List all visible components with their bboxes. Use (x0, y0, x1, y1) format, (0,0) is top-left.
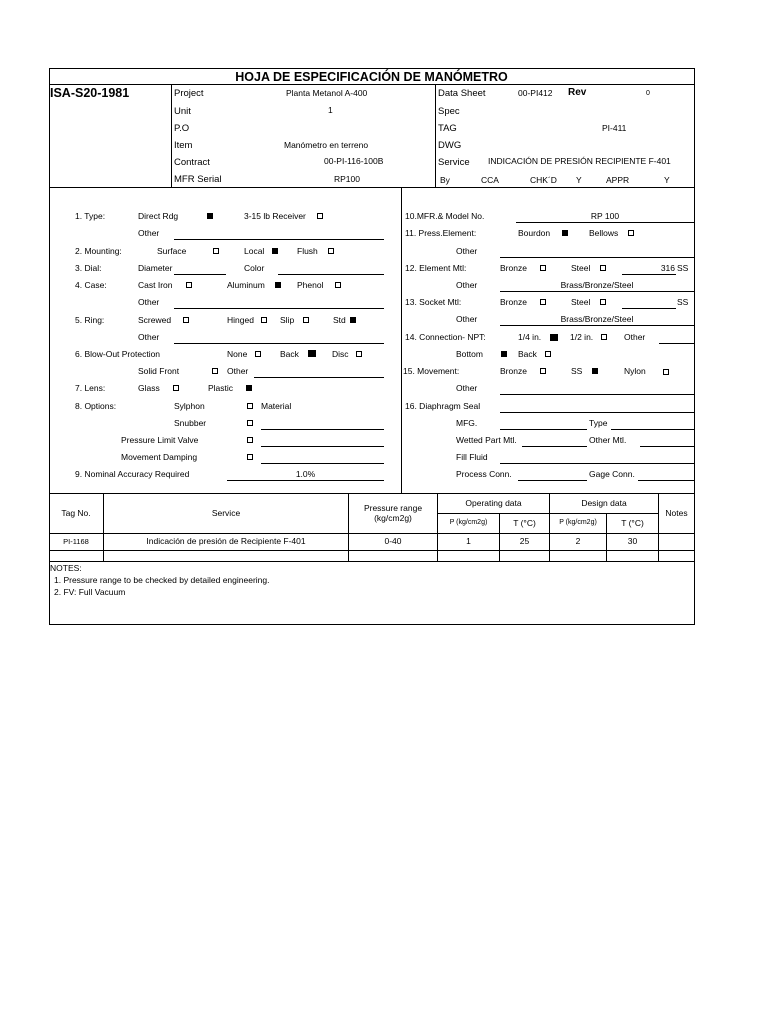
by-value: CCA (481, 175, 499, 185)
socket-steel-label: Steel (571, 297, 591, 307)
glass-checkbox[interactable] (173, 385, 179, 391)
movement-ss-label: SS (571, 366, 583, 376)
accuracy-field[interactable] (227, 480, 384, 481)
blowout-label: 6. Blow-Out Protection (75, 349, 161, 359)
phenol-checkbox[interactable] (335, 282, 341, 288)
local-checkbox[interactable] (272, 248, 278, 254)
bourdon-label: Bourdon (518, 228, 551, 238)
chkd-label: CHK´D (530, 175, 557, 185)
conn-back-checkbox[interactable] (545, 351, 551, 357)
type-other-label: Other (138, 228, 160, 238)
color-field[interactable] (278, 274, 384, 275)
conn-back-label: Back (518, 349, 537, 359)
unit-value: 1 (328, 105, 333, 115)
plastic-label: Plastic (208, 383, 234, 393)
rev-value: 0 (646, 90, 650, 97)
plv-label: Pressure Limit Valve (121, 435, 199, 445)
bottom-checkbox[interactable] (501, 351, 507, 357)
movement-bronze-checkbox[interactable] (540, 368, 546, 374)
diameter-field[interactable] (174, 274, 226, 275)
bellows-label: Bellows (589, 228, 619, 238)
disc-label: Disc (332, 349, 349, 359)
element-other-value: Brass/Bronze/Steel (560, 280, 634, 290)
rev-label: Rev (568, 87, 587, 98)
diameter-label: Diameter (138, 263, 173, 273)
dial-label: 3. Dial: (75, 263, 102, 273)
service-label: Service (438, 157, 470, 168)
by-label: By (440, 175, 450, 185)
process-conn-label: Process Conn. (456, 469, 512, 479)
screwed-label: Screwed (138, 315, 172, 325)
nylon-label: Nylon (624, 366, 646, 376)
notes-label: NOTES: (50, 563, 82, 573)
mounting-label: 2. Mounting: (75, 246, 122, 256)
slip-checkbox[interactable] (303, 317, 309, 323)
element-ss-label: SS (677, 263, 689, 273)
back-label: Back (280, 349, 299, 359)
row-ds-t: 30 (627, 536, 638, 547)
op-t-header: T (°C) (513, 517, 536, 528)
element-steel-checkbox[interactable] (600, 265, 606, 271)
back-checkbox[interactable] (308, 350, 316, 357)
accuracy-label: 9. Nominal Accuracy Required (75, 469, 190, 479)
tag-no-header: Tag No. (61, 507, 91, 518)
plastic-checkbox[interactable] (246, 385, 252, 391)
op-p-header: P (kg/cm2g) (449, 519, 488, 527)
ring-label: 5. Ring: (75, 315, 105, 325)
options-label: 8. Options: (75, 401, 117, 411)
surface-checkbox[interactable] (213, 248, 219, 254)
movement-label: 15. Movement: (403, 366, 460, 376)
diaphragm-type-label: Type (589, 418, 608, 428)
chkd-value: Y (576, 175, 582, 185)
quarter-inch-label: 1/4 in. (518, 332, 542, 342)
aluminum-checkbox[interactable] (275, 282, 281, 288)
socket-other-label: Other (456, 314, 478, 324)
fill-fluid-field[interactable] (500, 463, 694, 464)
element-steel-field[interactable] (622, 274, 676, 275)
sylphon-checkbox[interactable] (247, 403, 253, 409)
wetted-label: Wetted Part Mtl. (456, 435, 517, 445)
element-mtl-label: 12. Element Mtl: (405, 263, 467, 273)
element-bronze-label: Bronze (500, 263, 527, 273)
flush-label: Flush (297, 246, 318, 256)
bottom-label: Bottom (456, 349, 483, 359)
quarter-inch-checkbox[interactable] (550, 334, 558, 341)
data-sheet-value: 00-PI412 (518, 88, 553, 98)
flush-checkbox[interactable] (328, 248, 334, 254)
gage-conn-label: Gage Conn. (589, 469, 635, 479)
snubber-label: Snubber (174, 418, 207, 428)
press-other-field[interactable] (500, 257, 694, 258)
data-sheet-label: Data Sheet (438, 88, 486, 99)
nylon-checkbox[interactable] (663, 369, 669, 375)
project-value: Planta Metanol A-400 (286, 88, 368, 98)
socket-steel-field[interactable] (622, 308, 676, 309)
project-label: Project (174, 88, 204, 99)
half-inch-checkbox[interactable] (601, 334, 607, 340)
ring-other-label: Other (138, 332, 160, 342)
mfr-model-value: RP 100 (590, 211, 620, 221)
diaphragm-label: 16. Diaphragm Seal (405, 401, 481, 411)
socket-bronze-label: Bronze (500, 297, 527, 307)
accuracy-value: 1.0% (295, 469, 316, 479)
plv-field[interactable] (261, 446, 384, 447)
socket-other-value: Brass/Bronze/Steel (560, 314, 634, 324)
type-label: 1. Type: (75, 211, 106, 221)
none-checkbox[interactable] (255, 351, 261, 357)
direct-rdg-checkbox[interactable] (207, 213, 213, 219)
type-other-field[interactable] (174, 239, 384, 240)
lens-label: 7. Lens: (75, 383, 106, 393)
element-other-label: Other (456, 280, 478, 290)
receiver-checkbox[interactable] (317, 213, 323, 219)
std-label: Std (333, 315, 346, 325)
ds-p-header: P (kg/cm2g) (559, 519, 597, 527)
bourdon-checkbox[interactable] (562, 230, 568, 236)
press-element-label: 11. Press.Element: (405, 228, 477, 238)
cast-iron-label: Cast Iron (138, 280, 173, 290)
service-value: INDICACIÓN DE PRESIÓN RECIPIENTE F-401 (488, 156, 671, 166)
ring-other-field[interactable] (174, 343, 384, 344)
design-data-header: Design data (581, 497, 627, 508)
ds-t-header: T (°C) (621, 517, 644, 528)
gage-conn-field[interactable] (638, 480, 694, 481)
disc-checkbox[interactable] (356, 351, 362, 357)
row-service: Indicación de presión de Recipiente F-401 (146, 536, 306, 547)
solid-front-label: Solid Front (138, 366, 180, 376)
direct-rdg-label: Direct Rdg (138, 211, 179, 221)
tag-value: PI-411 (602, 123, 627, 133)
blowout-other-label: Other (227, 366, 249, 376)
std-checkbox[interactable] (350, 317, 356, 323)
sheet-title: HOJA DE ESPECIFICACIÓN DE MANÓMETRO (235, 70, 508, 84)
damping-label: Movement Damping (121, 452, 198, 462)
pressure-range-header: Pressure range (kg/cm2g) (363, 502, 423, 523)
contract-label: Contract (174, 157, 210, 168)
note-1: 1. Pressure range to be checked by detailed engineering. (54, 575, 270, 585)
cast-iron-checkbox[interactable] (186, 282, 192, 288)
sylphon-label: Sylphon (174, 401, 205, 411)
unit-label: Unit (174, 106, 191, 117)
diaphragm-type-field[interactable] (611, 429, 694, 430)
color-label: Color (244, 263, 265, 273)
socket-steel-checkbox[interactable] (600, 299, 606, 305)
damping-field[interactable] (261, 463, 384, 464)
case-other-field[interactable] (174, 308, 384, 309)
aluminum-label: Aluminum (227, 280, 265, 290)
diaphragm-field[interactable] (500, 412, 694, 413)
mfg-label: MFG. (456, 418, 478, 428)
bellows-checkbox[interactable] (628, 230, 634, 236)
half-inch-label: 1/2 in. (570, 332, 594, 342)
mfr-model-label: 10.MFR.& Model No. (405, 211, 485, 221)
conn-other-field[interactable] (659, 343, 694, 344)
item-value: Manómetro en terreno (284, 140, 369, 150)
conn-other-label: Other (624, 332, 646, 342)
row-op-p: 1 (466, 536, 471, 547)
movement-ss-checkbox[interactable] (592, 368, 598, 374)
case-other-label: Other (138, 297, 160, 307)
solid-front-checkbox[interactable] (212, 368, 218, 374)
blowout-other-field[interactable] (254, 377, 384, 378)
screwed-checkbox[interactable] (183, 317, 189, 323)
mfg-field[interactable] (500, 429, 587, 430)
wetted-field[interactable] (522, 446, 587, 447)
row-tag: PI-1168 (63, 536, 89, 546)
appr-value: Y (664, 175, 670, 185)
doc-code: ISA-S20-1981 (50, 86, 130, 100)
receiver-label: 3-15 lb Receiver (244, 211, 306, 221)
snubber-checkbox[interactable] (247, 420, 253, 426)
connection-label: 14. Connection- NPT: (405, 332, 486, 342)
socket-other-field[interactable] (500, 325, 694, 326)
hinged-checkbox[interactable] (261, 317, 267, 323)
surface-label: Surface (157, 246, 187, 256)
operating-data-header: Operating data (465, 497, 522, 508)
spec-label: Spec (438, 106, 460, 117)
snubber-field[interactable] (261, 429, 384, 430)
case-label: 4. Case: (75, 280, 107, 290)
po-label: P.O (174, 123, 190, 134)
row-range: 0-40 (384, 536, 402, 547)
movement-other-label: Other (456, 383, 478, 393)
row-op-t: 25 (519, 536, 530, 547)
mfr-serial-label: MFR Serial (174, 174, 222, 185)
mfr-model-field[interactable] (516, 222, 694, 223)
element-steel-label: Steel (571, 263, 591, 273)
movement-bronze-label: Bronze (500, 366, 527, 376)
glass-label: Glass (138, 383, 160, 393)
phenol-label: Phenol (297, 280, 324, 290)
service-header: Service (211, 507, 241, 518)
slip-label: Slip (280, 315, 295, 325)
dwg-label: DWG (438, 140, 462, 151)
fill-fluid-label: Fill Fluid (456, 452, 488, 462)
damping-checkbox[interactable] (247, 454, 253, 460)
element-bronze-checkbox[interactable] (540, 265, 546, 271)
element-other-field[interactable] (500, 291, 694, 292)
local-label: Local (244, 246, 265, 256)
mfr-serial-value: RP100 (334, 174, 360, 184)
element-steel-grade: 316 (660, 263, 675, 273)
note-2: 2. FV: Full Vacuum (54, 587, 126, 597)
material-label: Material (261, 401, 292, 411)
socket-bronze-checkbox[interactable] (540, 299, 546, 305)
press-other-label: Other (456, 246, 478, 256)
socket-ss-label: SS (677, 297, 689, 307)
other-mtl-field[interactable] (640, 446, 694, 447)
contract-value: 00-PI-116-100B (324, 156, 384, 166)
hinged-label: Hinged (227, 315, 254, 325)
notes-header: Notes (665, 507, 688, 518)
movement-other-field[interactable] (500, 394, 694, 395)
item-label: Item (174, 140, 193, 151)
appr-label: APPR (606, 175, 630, 185)
tag-label: TAG (438, 123, 457, 134)
row-ds-p: 2 (575, 536, 581, 547)
socket-mtl-label: 13. Socket Mtl: (405, 297, 462, 307)
plv-checkbox[interactable] (247, 437, 253, 443)
other-mtl-label: Other Mtl. (589, 435, 627, 445)
process-conn-field[interactable] (518, 480, 587, 481)
none-label: None (227, 349, 248, 359)
